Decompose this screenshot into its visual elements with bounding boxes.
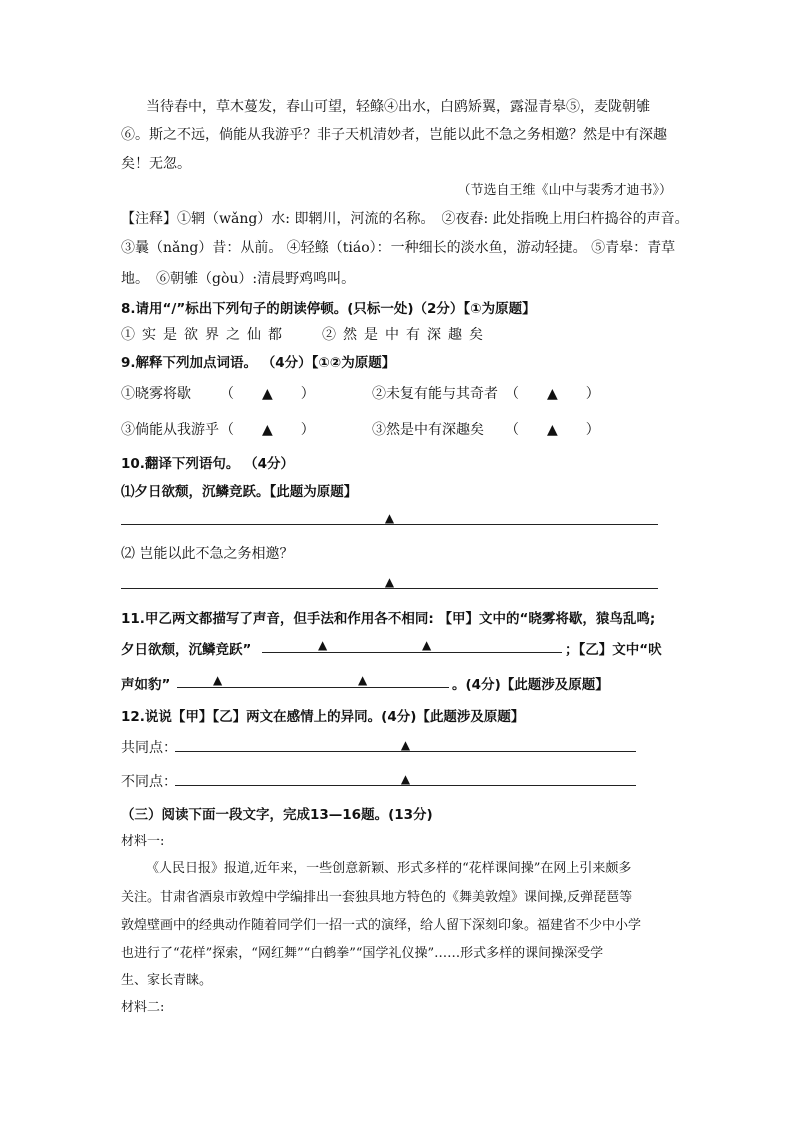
q12-same-label: 共同点： (121, 740, 177, 756)
notes-line-2: ③曩（nǎng）昔：从前。 ④轻鲦（tiáo）：一种细长的淡水鱼，游动轻捷。 ⑤青皋：青草 (121, 240, 676, 256)
q9-item-1-blank[interactable]: （ ▲ ） (220, 386, 315, 402)
answer-marker: ▲ (400, 738, 411, 752)
q11-line-2-suffix: ；【乙】文中“吠 (565, 642, 662, 658)
q11-line-2-prefix: 夕日欲颓，沉鳞竞跃” (121, 642, 252, 658)
q10-answer-line-2[interactable] (121, 574, 658, 589)
answer-marker: ▲ (422, 638, 432, 652)
q8-title: 8.请用“/”标出下列句子的朗读停顿。(只标一处)（2分）【①为原题】 (121, 301, 536, 317)
passage-line-2: ⑥。斯之不远，倘能从我游乎？非子天机清妙者，岂能以此不急之务相邀？然是中有深趣 (121, 127, 667, 143)
q12-same-answer-line[interactable] (175, 737, 636, 752)
source-citation: （节选自王维《山中与裴秀才迪书》） (457, 183, 672, 198)
q9-item-2-blank[interactable]: （ ▲ ） (505, 386, 600, 402)
answer-marker: ▲ (213, 673, 223, 687)
section-3-heading: （三）阅读下面一段文字，完成13—16题。(13分) (121, 807, 433, 823)
q8-item-2: ②然是中有深趣矣 (322, 327, 490, 343)
q9-item-3: ③倘能从我游乎 (121, 422, 219, 438)
material-1-line-4: 也进行了“花样”探索，“网红舞”“白鹤拳”“国学礼仪操”……形式多样的课间操深受学 (121, 946, 604, 961)
passage-line-3: 矣！无忽。 (121, 156, 191, 172)
q12-diff-label: 不同点： (121, 774, 177, 790)
q8-item-1: ①实是欲界之仙都 (121, 327, 289, 343)
answer-marker: ▲ (400, 772, 411, 786)
q10-title: 10.翻译下列语句。 （4分） (121, 456, 295, 472)
q11-line-3-prefix: 声如豹” (121, 677, 171, 693)
q11-answer-blank-1[interactable] (262, 638, 562, 653)
answer-marker: ▲ (318, 638, 328, 652)
answer-marker: ▲ (358, 673, 368, 687)
notes-line-1: 【注释】①辋（wǎng）水: 即辋川，河流的名称。 ②夜舂: 此处指晚上用臼杵捣谷的声音。 (121, 211, 689, 227)
q9-item-2: ②未复有能与其奇者 (372, 386, 498, 402)
notes-line-3: 地。 ⑥朝雊（gòu）:清晨野鸡鸣叫。 (121, 271, 356, 287)
q11-line-1: 11.甲乙两文都描写了声音，但手法和作用各不相同: 【甲】文中的“晓雾将歇，猿鸟乱鸣; (121, 611, 656, 627)
material-1-line-5: 生、家长青睐。 (121, 973, 213, 988)
answer-marker: ▲ (384, 511, 395, 525)
passage-line-1: 当待春中，草木蔓发，春山可望，轻鲦④出水，白鸥矫翼，露湿青皋⑤，麦陇朝雊 (146, 99, 650, 115)
q10-item-1: ⑴夕日欲颓，沉鳞竞跃。【此题为原题】 (121, 484, 358, 500)
q9-item-4-blank[interactable]: （ ▲ ） (505, 422, 600, 438)
q9-item-3-blank[interactable]: （ ▲ ） (220, 422, 315, 438)
q12-diff-answer-line[interactable] (175, 771, 636, 786)
material-1-label: 材料一: (121, 834, 165, 849)
q11-line-3-suffix: 。(4分)【此题涉及原题】 (452, 677, 609, 693)
q11-answer-blank-2[interactable] (177, 673, 449, 688)
q9-item-1: ①晓雾将歇 (121, 386, 191, 402)
material-2-label: 材料二: (121, 1000, 165, 1015)
answer-marker: ▲ (384, 575, 395, 589)
material-1-line-1: 《人民日报》报道,近年来，一些创意新颖、形式多样的“花样课间操”在网上引来颇多 (146, 861, 632, 876)
q12-title: 12.说说【甲】【乙】两文在感情上的异同。(4分)【此题涉及原题】 (121, 709, 525, 725)
q10-item-2: ⑵ 岂能以此不急之务相邀？ (121, 546, 294, 562)
q10-answer-line-1[interactable] (121, 510, 658, 525)
q9-item-4: ③然是中有深趣矣 (372, 422, 484, 438)
material-1-line-2: 关注。甘肃省酒泉市敦煌中学编排出一套独具地方特色的《舞美敦煌》课间操,反弹琵琶等 (121, 890, 633, 905)
material-1-line-3: 敦煌壁画中的经典动作随着同学们一招一式的演绎，给人留下深刻印象。福建省不少中小学 (121, 918, 642, 933)
q9-title: 9.解释下列加点词语。 （4分）【①②为原题】 (121, 355, 396, 371)
